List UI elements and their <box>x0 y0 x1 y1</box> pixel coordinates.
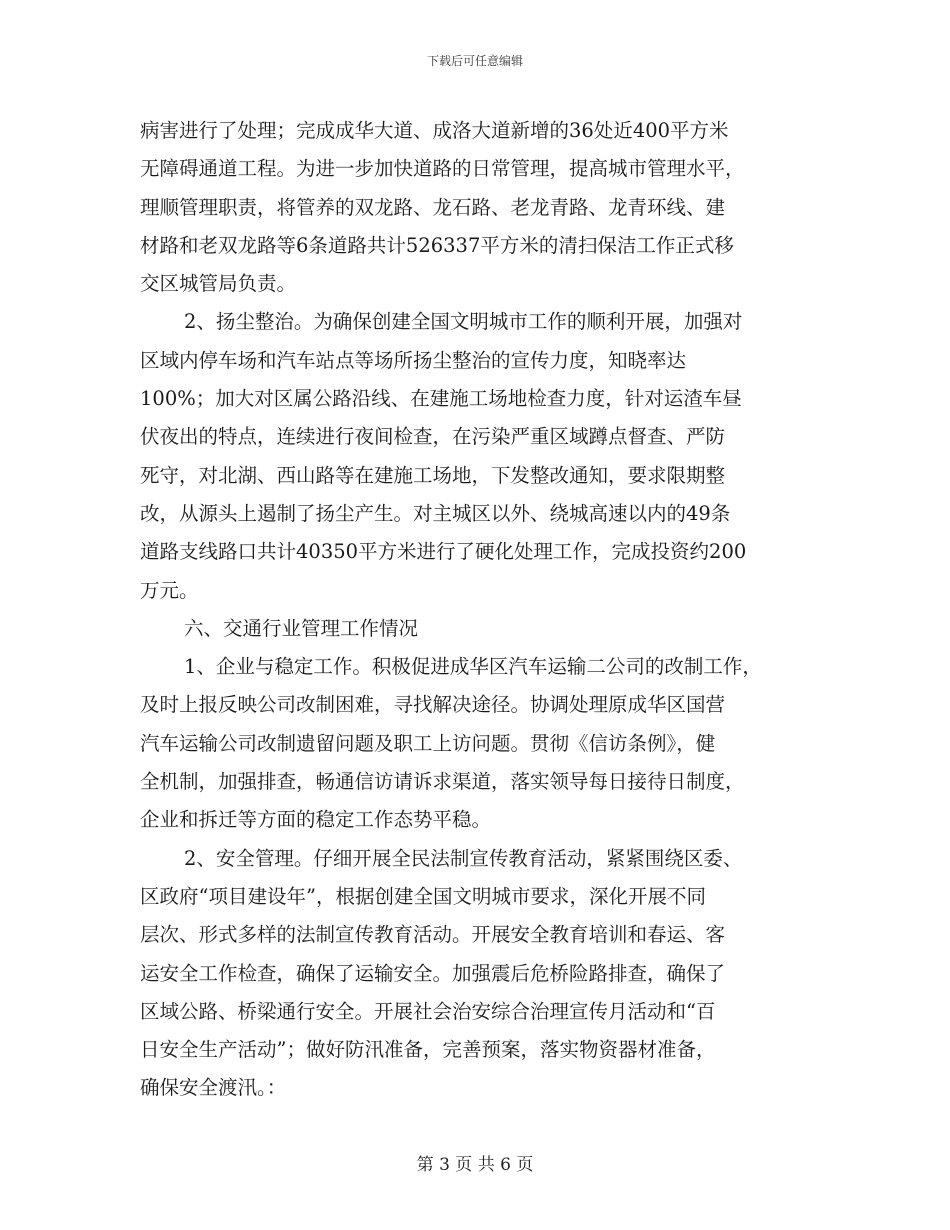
text-line: 全机制，加强排查，畅通信访请诉求渠道，落实领导每日接待日制度， <box>140 770 745 794</box>
text-line: 区政府“项目建设年”，根据创建全国文明城市要求，深化开展不同 <box>140 884 706 908</box>
text-line: 交区城管局负责。 <box>140 272 297 296</box>
text-line: 道路支线路口共计40350平方米进行了硬化处理工作，完成投资约200 <box>140 540 747 564</box>
text-line: 理顺管理职责，将管养的双龙路、龙石路、老龙青路、龙青环线、建 <box>140 195 726 219</box>
text-line: 汽车运输公司改制遗留问题及职工上访问题。贯彻《信访条例》，健 <box>140 731 716 755</box>
paragraph-start-line: 1、企业与稳定工作。积极促进成华区汽车运输二公司的改制工作， <box>184 655 762 679</box>
section-heading: 六、交通行业管理工作情况 <box>184 616 419 640</box>
text-line: 企业和拆迁等方面的稳定工作态势平稳。 <box>140 808 492 832</box>
text-line: 病害进行了处理；完成成华大道、成洛大道新增的36处近400平方米 <box>140 119 729 142</box>
text-line: 100%；加大对区属公路沿线、在建施工场地检查力度，针对运渣车昼 <box>140 387 742 411</box>
text-line: 材路和老双龙路等6条道路共计526337平方米的清扫保洁工作正式移 <box>140 233 734 257</box>
text-line: 运安全工作检查，确保了运输安全。加强震后危桥险路排查，确保了 <box>140 961 726 985</box>
text-line: 伏夜出的特点，连续进行夜间检查，在污染严重区域蹲点督查、严防 <box>140 425 726 449</box>
text-line: 无障碍通道工程。为进一步加快道路的日常管理，提高城市管理水平， <box>140 157 745 181</box>
text-line: 万元。 <box>140 578 199 602</box>
paragraph-start-line: 2、扬尘整治。为确保创建全国文明城市工作的顺利开展，加强对 <box>184 310 743 334</box>
text-line: 确保安全渡汛。： <box>140 1076 287 1100</box>
text-line: 层次、形式多样的法制宣传教育活动。开展安全教育培训和春运、客 <box>140 923 726 947</box>
text-line: 日安全生产活动”；做好防汛准备，完善预案，落实物资器材准备， <box>140 1038 716 1062</box>
page-number-footer: 第 3 页 共 6 页 <box>416 1155 534 1175</box>
document-body <box>140 112 816 1108</box>
page-header: 下载后可任意编辑 <box>426 54 523 68</box>
text-line: 区域内停车场和汽车站点等场所扬尘整治的宣传力度，知晓率达 <box>140 348 687 372</box>
text-line: 区域公路、桥梁通行安全。开展社会治安综合治理宣传月活动和“百 <box>140 999 716 1023</box>
text-line: 及时上报反映公司改制困难，寻找解决途径。协调处理原成华区国营 <box>140 693 726 717</box>
text-line: 改，从源头上遏制了扬尘产生。对主城区以外、绕城高速以内的49条 <box>140 501 731 525</box>
text-line: 死守，对北湖、西山路等在建施工场地，下发整改通知，要求限期整 <box>140 463 726 487</box>
paragraph-start-line: 2、安全管理。仔细开展全民法制宣传教育活动，紧紧围绕区委、 <box>184 846 743 870</box>
